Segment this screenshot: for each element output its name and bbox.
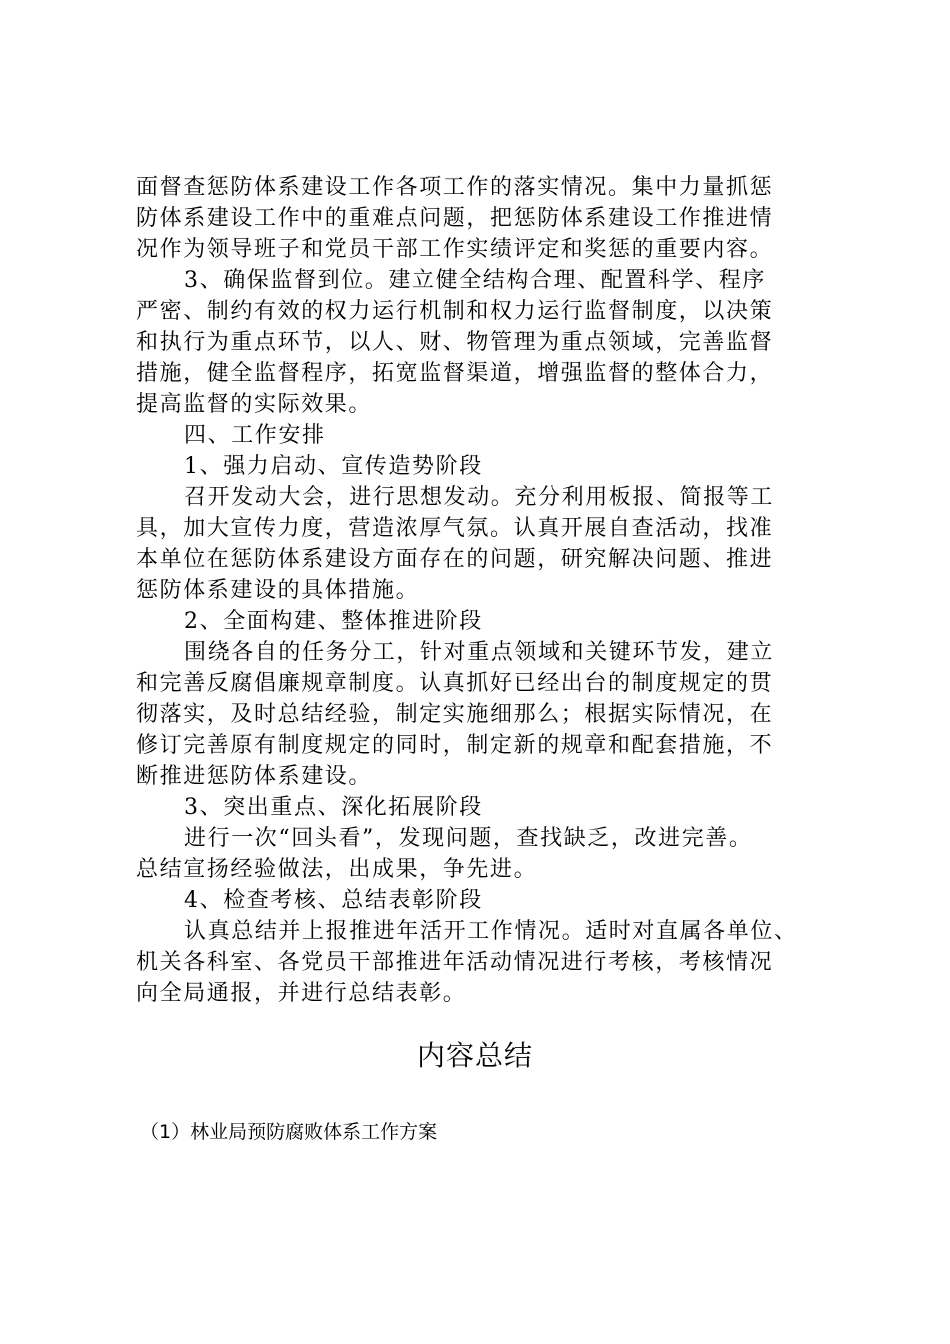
text-line: 总结宣扬经验做法，出成果，争先进。 — [136, 857, 538, 882]
text-line: 围绕各自的任务分工，针对重点领域和关键环节发，建立 — [184, 640, 775, 665]
text-line: 进行一次“回头看”，发现问题，查找缺乏，改进完善。 — [184, 826, 753, 851]
text-line: 惩防体系建设的具体措施。 — [136, 578, 420, 603]
text-line: 3、确保监督到位。建立健全结构合理、配置科学、程序 — [184, 268, 766, 293]
text-line: 本单位在惩防体系建设方面存在的问题，研究解决问题、推进 — [136, 547, 774, 572]
text-line: 面督查惩防体系建设工作各项工作的落实情况。集中力量抓惩 — [136, 175, 774, 200]
text-line: 防体系建设工作中的重难点问题，把惩防体系建设工作推进情 — [136, 206, 774, 231]
text-line: 认真总结并上报推进年活开工作情况。适时对直属各单位、 — [184, 919, 798, 944]
text-line: 提高监督的实际效果。 — [136, 392, 373, 417]
text-line: 向全局通报，并进行总结表彰。 — [136, 981, 467, 1006]
text-line: 彻落实，及时总结经验，制定实施细那么；根据实际情况，在 — [136, 702, 774, 727]
text-line: 修订完善原有制度规定的同时，制定新的规章和配套措施，不 — [136, 733, 774, 758]
subsection-heading: 2、全面构建、整体推进阶段 — [184, 609, 483, 634]
text-line: 断推进惩防体系建设。 — [136, 764, 373, 789]
subsection-heading: 1、强力启动、宣传造势阶段 — [184, 454, 483, 479]
text-line: 和执行为重点环节，以人、财、物管理为重点领域，完善监督 — [136, 330, 774, 355]
text-line: 和完善反腐倡廉规章制度。认真抓好已经出台的制度规定的贯 — [136, 671, 774, 696]
text-line: 具，加大宣传力度，营造浓厚气氛。认真开展自查活动，找准 — [136, 516, 774, 541]
text-line: 严密、制约有效的权力运行机制和权力运行监督制度，以决策 — [136, 299, 774, 324]
document-body — [136, 172, 826, 1009]
text-line: 况作为领导班子和党员干部工作实绩评定和奖惩的重要内容。 — [136, 237, 774, 262]
subsection-heading: 3、突出重点、深化拓展阶段 — [184, 795, 483, 820]
subsection-heading: 4、检查考核、总结表彰阶段 — [184, 888, 483, 913]
text-line: 措施，健全监督程序，拓宽监督渠道，增强监督的整体合力， — [136, 361, 774, 386]
summary-item: （1）林业局预防腐败体系工作方案 — [140, 1121, 438, 1143]
section-heading: 四、工作安排 — [184, 423, 326, 448]
text-line: 召开发动大会，进行思想发动。充分利用板报、简报等工 — [184, 485, 775, 510]
text-line: 机关各科室、各党员干部推进年活动情况进行考核，考核情况 — [136, 950, 774, 975]
summary-title: 内容总结 — [416, 1039, 533, 1072]
